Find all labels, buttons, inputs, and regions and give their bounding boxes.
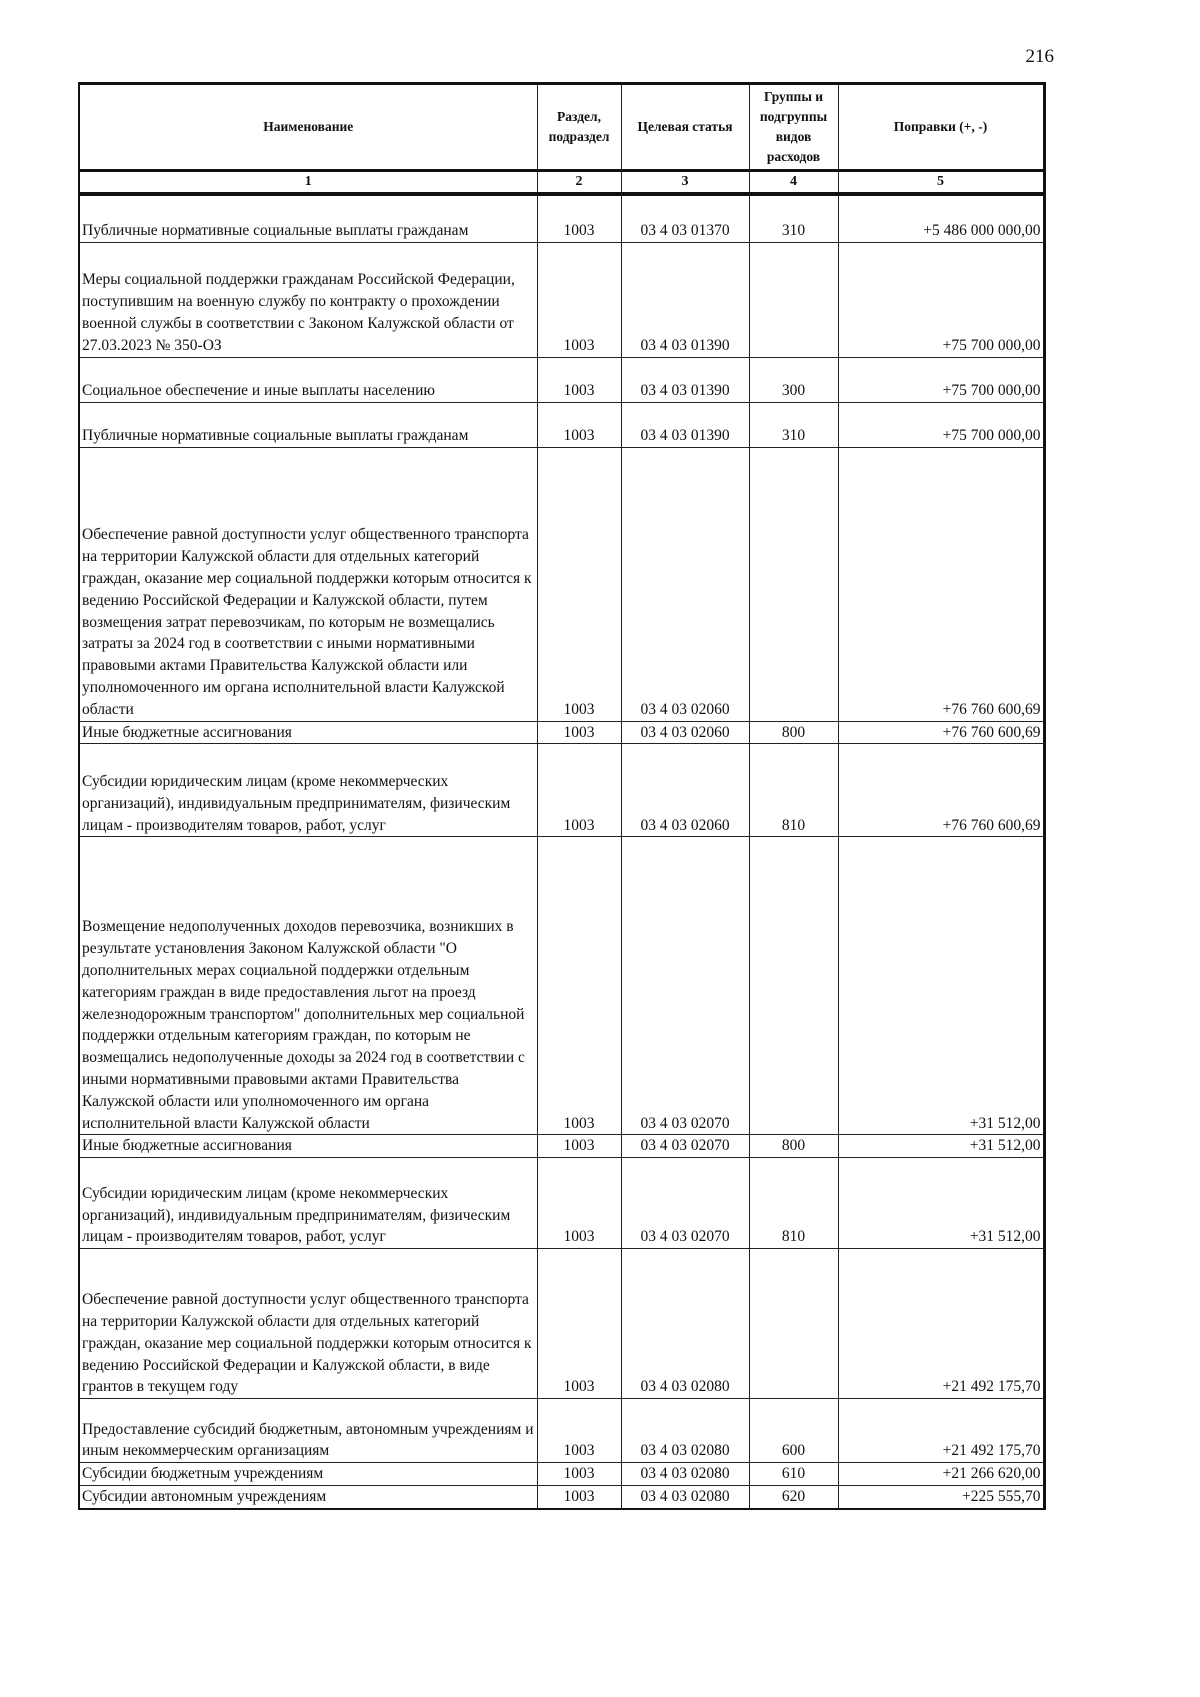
row-section: 1003 (537, 194, 621, 242)
table-row (79, 447, 1044, 721)
row-name: Возмещение недополученных доходов перевозчика, возникших в результате установления Законом Калужской области "О дополнительных мерах социальной поддержки отдельным категориям граждан в виде предоставления льгот на проезд железнодорожным транспортом" дополнительных мер социальной поддержки отдельным категориям граждан, по которым не возмещались недополученные доходы за 2024 год в соответствии с иными нормативными правовыми актами Правительства Калужской области или уполномоченного им органа исполнительной власти Калужской области (79, 837, 537, 1135)
column-number: 5 (838, 171, 1044, 195)
row-name: Меры социальной поддержки гражданам Российской Федерации, поступившим на военную службу по контракту о прохождении военной службы в соответствии с Законом Калужской области от 27.03.2023 № 350-ОЗ (79, 242, 537, 357)
table-row (79, 837, 1044, 1135)
row-target: 03 4 03 01390 (621, 402, 749, 447)
table-row (79, 1485, 1044, 1508)
row-name: Субсидии бюджетным учреждениям (79, 1463, 537, 1486)
row-name: Субсидии автономным учреждениям (79, 1485, 537, 1508)
table-row (79, 744, 1044, 837)
row-section: 1003 (537, 1463, 621, 1486)
row-amount: +31 512,00 (838, 1158, 1044, 1249)
row-target: 03 4 03 01390 (621, 357, 749, 402)
row-name: Обеспечение равной доступности услуг общественного транспорта на территории Калужской области для отдельных категорий граждан, оказание мер социальной поддержки которым относится к ведению Российской Федерации и Калужской области, путем возмещения затрат перевозчикам, по которым не возмещались затраты за 2024 год в соответствии с иными нормативными правовыми актами Правительства Калужской области или уполномоченного им органа исполнительной власти Калужской области (79, 447, 537, 721)
row-amount: +5 486 000 000,00 (838, 194, 1044, 242)
header-section: Раздел, подраздел (537, 84, 621, 171)
row-group: 600 (749, 1399, 838, 1463)
row-name: Субсидии юридическим лицам (кроме некоммерческих организаций), индивидуальным предпринимателям, физическим лицам - производителям товаров, работ, услуг (79, 744, 537, 837)
row-group: 300 (749, 357, 838, 402)
row-target: 03 4 03 02080 (621, 1485, 749, 1508)
row-amount: +76 760 600,69 (838, 721, 1044, 744)
row-target: 03 4 03 02070 (621, 1135, 749, 1158)
row-group (749, 837, 838, 1135)
row-target: 03 4 03 02080 (621, 1399, 749, 1463)
row-amount: +76 760 600,69 (838, 744, 1044, 837)
row-group: 620 (749, 1485, 838, 1508)
header-amendments: Поправки (+, -) (838, 84, 1044, 171)
row-name: Социальное обеспечение и иные выплаты населению (79, 357, 537, 402)
row-group: 800 (749, 1135, 838, 1158)
row-section: 1003 (537, 837, 621, 1135)
row-section: 1003 (537, 1249, 621, 1399)
row-target: 03 4 03 01370 (621, 194, 749, 242)
table-row (79, 1463, 1044, 1486)
row-section: 1003 (537, 721, 621, 744)
row-section: 1003 (537, 744, 621, 837)
row-section: 1003 (537, 357, 621, 402)
row-amount: +21 492 175,70 (838, 1249, 1044, 1399)
table-row (79, 402, 1044, 447)
table-row (79, 721, 1044, 744)
row-target: 03 4 03 02080 (621, 1249, 749, 1399)
row-group: 310 (749, 402, 838, 447)
row-target: 03 4 03 02060 (621, 721, 749, 744)
row-target: 03 4 03 02070 (621, 837, 749, 1135)
row-name: Иные бюджетные ассигнования (79, 721, 537, 744)
row-name: Предоставление субсидий бюджетным, автономным учреждениям и иным некоммерческим организациям (79, 1399, 537, 1463)
row-group (749, 447, 838, 721)
header-group: Группы и подгруппы видов расходов (749, 84, 838, 171)
row-name: Публичные нормативные социальные выплаты гражданам (79, 402, 537, 447)
row-group: 810 (749, 1158, 838, 1249)
row-amount: +31 512,00 (838, 837, 1044, 1135)
row-target: 03 4 03 01390 (621, 242, 749, 357)
table-row (79, 194, 1044, 242)
row-section: 1003 (537, 1399, 621, 1463)
row-group: 800 (749, 721, 838, 744)
column-number: 2 (537, 171, 621, 195)
table-row (79, 1399, 1044, 1463)
row-amount: +225 555,70 (838, 1485, 1044, 1508)
row-section: 1003 (537, 447, 621, 721)
row-target: 03 4 03 02070 (621, 1158, 749, 1249)
table-row (79, 1135, 1044, 1158)
row-group: 810 (749, 744, 838, 837)
row-name: Обеспечение равной доступности услуг общественного транспорта на территории Калужской области для отдельных категорий граждан, оказание мер социальной поддержки которым относится к ведению Российской Федерации и Калужской области, в виде грантов в текущем году (79, 1249, 537, 1399)
row-amount: +76 760 600,69 (838, 447, 1044, 721)
column-number-row (79, 171, 1044, 195)
row-section: 1003 (537, 242, 621, 357)
row-amount: +21 492 175,70 (838, 1399, 1044, 1463)
row-group: 310 (749, 194, 838, 242)
budget-amendments-table (78, 82, 1046, 1510)
row-section: 1003 (537, 1485, 621, 1508)
row-amount: +21 266 620,00 (838, 1463, 1044, 1486)
row-group: 610 (749, 1463, 838, 1486)
table-row (79, 1249, 1044, 1399)
header-target: Целевая статья (621, 84, 749, 171)
row-section: 1003 (537, 1135, 621, 1158)
table-header-row (79, 84, 1044, 171)
row-group (749, 1249, 838, 1399)
column-number: 4 (749, 171, 838, 195)
row-amount: +75 700 000,00 (838, 402, 1044, 447)
row-section: 1003 (537, 1158, 621, 1249)
row-amount: +31 512,00 (838, 1135, 1044, 1158)
table-row (79, 242, 1044, 357)
row-amount: +75 700 000,00 (838, 357, 1044, 402)
column-number: 1 (79, 171, 537, 195)
row-name: Субсидии юридическим лицам (кроме некоммерческих организаций), индивидуальным предпринимателям, физическим лицам - производителям товаров, работ, услуг (79, 1158, 537, 1249)
row-target: 03 4 03 02060 (621, 744, 749, 837)
row-name: Публичные нормативные социальные выплаты гражданам (79, 194, 537, 242)
row-section: 1003 (537, 402, 621, 447)
page-number: 216 (1025, 46, 1054, 67)
column-number: 3 (621, 171, 749, 195)
row-name: Иные бюджетные ассигнования (79, 1135, 537, 1158)
table-row (79, 1158, 1044, 1249)
row-group (749, 242, 838, 357)
row-target: 03 4 03 02060 (621, 447, 749, 721)
header-name: Наименование (79, 84, 537, 171)
row-target: 03 4 03 02080 (621, 1463, 749, 1486)
table-row (79, 357, 1044, 402)
row-amount: +75 700 000,00 (838, 242, 1044, 357)
